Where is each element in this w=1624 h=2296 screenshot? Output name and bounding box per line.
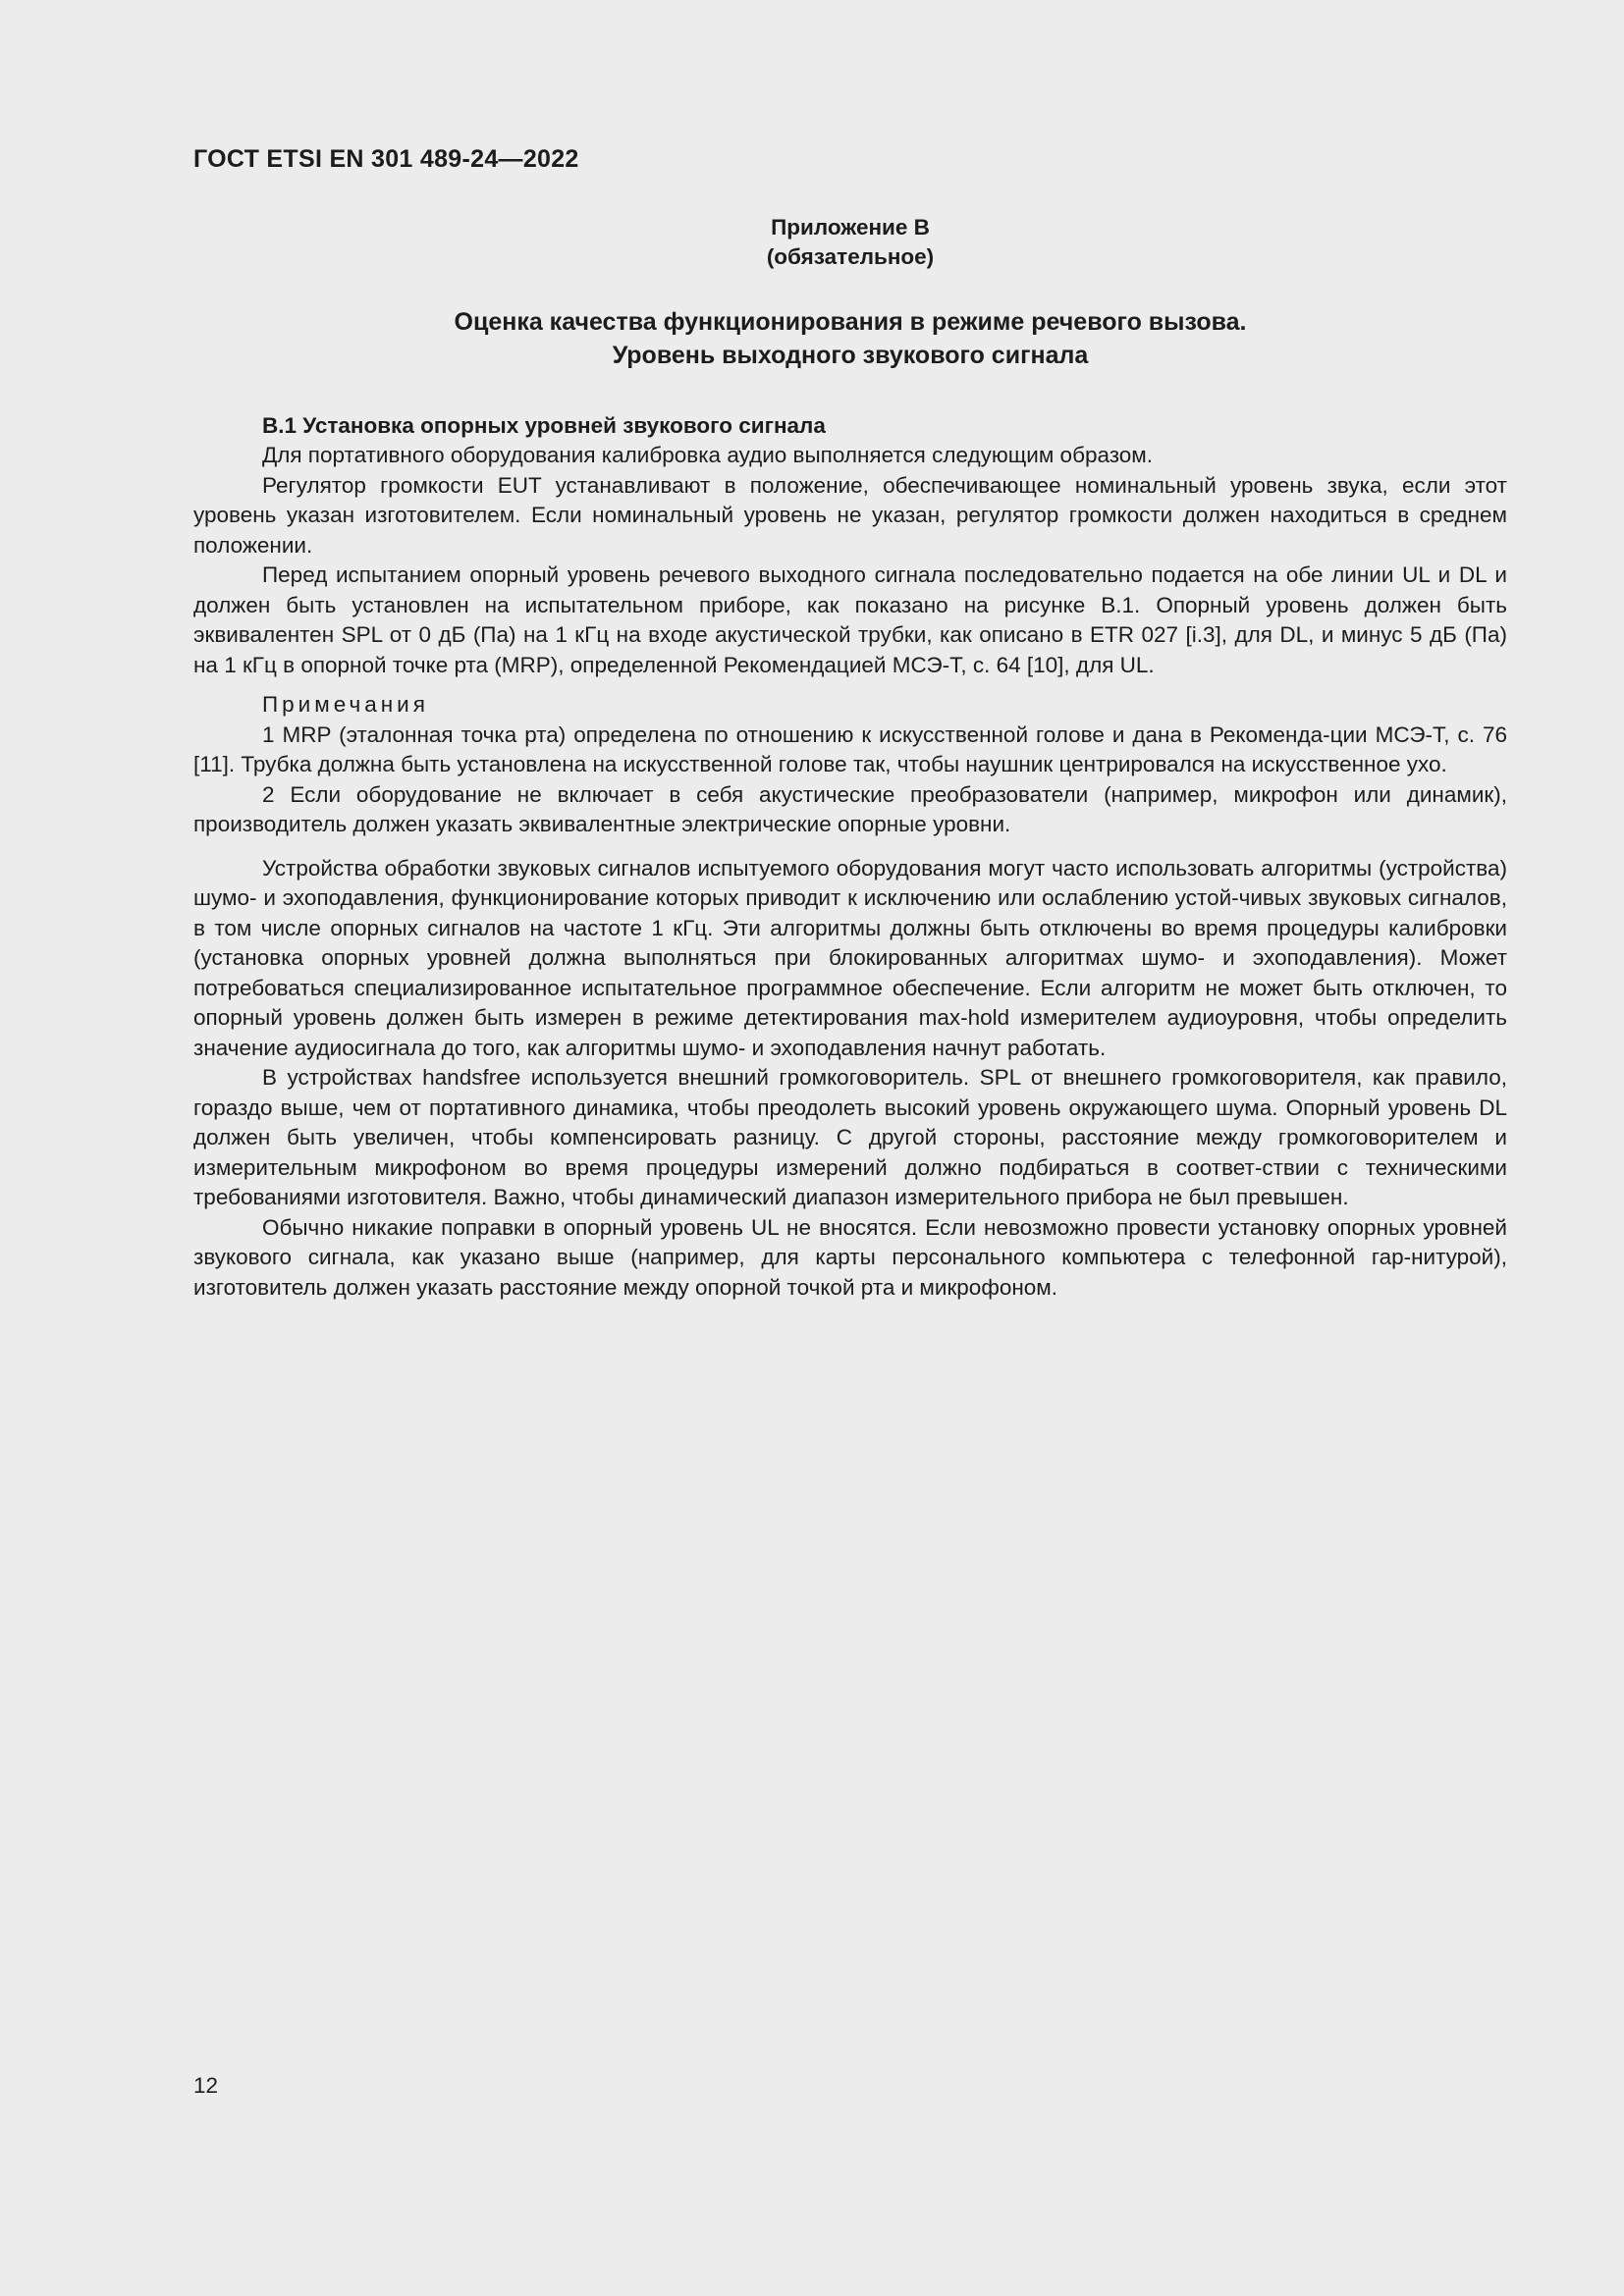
notes-heading: Примечания <box>262 692 429 717</box>
paragraph: Обычно никакие поправки в опорный уровень UL не вносятся. Если невозможно провести установку опорных уровней звукового сигнала, как указано выше (например, для карты персонального компьютера с телефонной гар-нитурой), изготовитель должен указать расстояние между опорной точкой рта и микрофоном. <box>193 1214 1507 1300</box>
appendix-title-line-1: Оценка качества функционирования в режиме речевого вызова. <box>454 308 1247 336</box>
appendix-title-line-2: Уровень выходного звукового сигнала <box>612 342 1089 369</box>
paragraph: Перед испытанием опорный уровень речевого выходного сигнала последовательно подается на обе линии UL и DL и должен быть установлен на испытательном приборе, как показано на рисунке В.1. Опорный уровень должен быть эквивалентен SPL от 0 дБ (Па) на 1 кГц на входе акустической трубки, как описано в ETR 027 [i.3], для DL, и минус 5 дБ (Па) на 1 кГц в опорной точке рта (MRP), определенной Рекомендацией МСЭ-Т, с. 64 [10], для UL. <box>193 562 1507 677</box>
page-number: 12 <box>193 2073 219 2098</box>
note-item: 1 MRP (эталонная точка рта) определена по отношению к искусственной голове и дана в Рекоменда-ции МСЭ-Т, с. 76 [11]. Трубка должна быть установлена на искусственной голове так, чтобы наушник центрировался на искусственное ухо. <box>193 721 1507 776</box>
document-page <box>193 145 1507 1303</box>
paragraph: Для портативного оборудования калибровка аудио выполняется следующим образом. <box>262 443 1154 467</box>
paragraph: Устройства обработки звуковых сигналов испытуемого оборудования могут часто использовать алгоритмы (устройства) шумо- и эхоподавления, функционирование которых приводит к исключению или ослаблению устой-чивых звуковых сигналов, в том числе опорных сигналов на частоте 1 кГц. Эти алгоритмы должны быть отключены во время процедуры калибровки (установка опорных уровней должна выполняться при блокированных алгоритмах шумо- и эхоподавления). Может потребоваться специализированное испытательное программное обеспечение. Если алгоритм не может быть отключен, то опорный уровень должен быть измерен в режиме детектирования max-hold измерителем аудиоуровня, чтобы определить значение аудиосигнала до того, как алгоритмы шумо- и эхоподавления начнут работать. <box>193 855 1507 1060</box>
note-item: 2 Если оборудование не включает в себя акустические преобразователи (например, микрофон или динамик), производитель должен указать эквивалентные электрические опорные уровни. <box>193 781 1507 836</box>
paragraph: В устройствах handsfree используется внешний громкоговоритель. SPL от внешнего громкоговорителя, как правило, гораздо выше, чем от портативного динамика, чтобы преодолеть высокий уровень окружающего шума. Опорный уровень DL должен быть увеличен, чтобы компенсировать разницу. С другой стороны, расстояние между громкоговорителем и измерительным микрофоном во время процедуры измерений должно подбираться в соответ-ствии с техническими требованиями изготовителя. Важно, чтобы динамический диапазон измерительного прибора не был превышен. <box>193 1065 1507 1209</box>
appendix-title <box>193 305 1507 372</box>
paragraph: Регулятор громкости EUT устанавливают в положение, обеспечивающее номинальный уровень звука, если этот уровень указан изготовителем. Если номинальный уровень не указан, регулятор громкости должен находиться в среднем положении. <box>193 472 1507 558</box>
appendix-status: (обязательное) <box>766 244 935 269</box>
appendix-label: Приложение В <box>771 215 930 240</box>
notes-block <box>193 690 1507 840</box>
section-heading: В.1 Установка опорных уровней звукового сигнала <box>262 413 826 438</box>
document-code: ГОСТ ETSI EN 301 489-24—2022 <box>193 145 579 173</box>
